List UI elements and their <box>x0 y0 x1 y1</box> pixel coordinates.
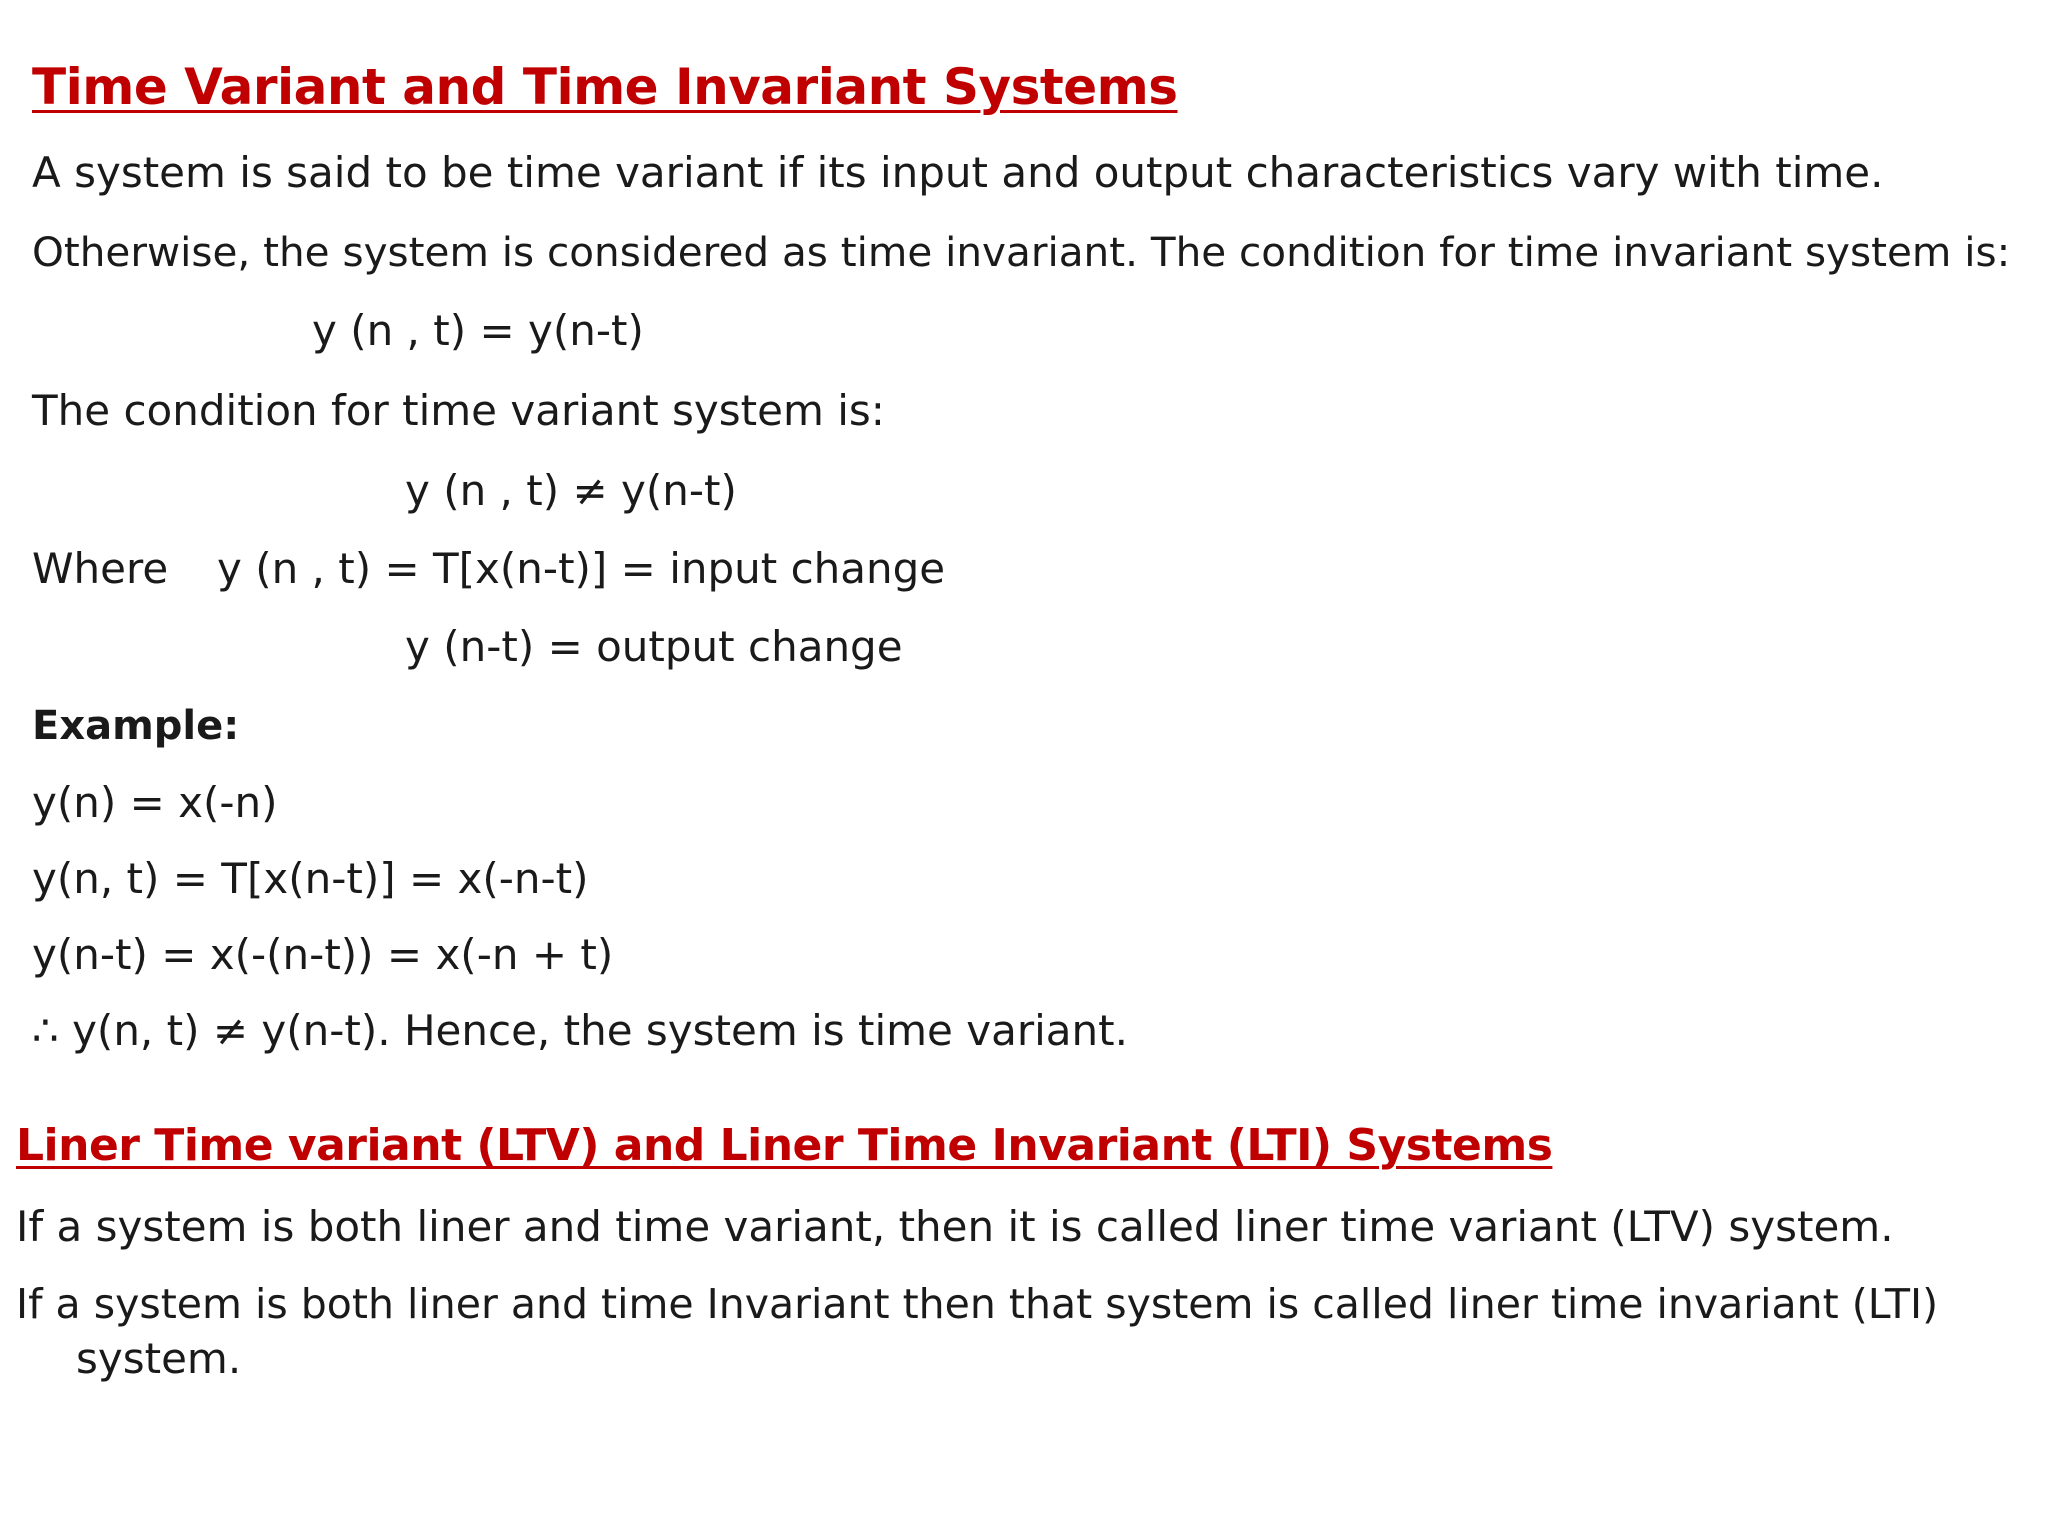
section-heading-ltv-lti: Liner Time variant (LTV) and Liner Time Invariant (LTI) Systems <box>16 1120 1553 1171</box>
where-equation-input-change: y (n , t) = T[x(n-t)] = input change <box>217 544 946 593</box>
example-label: Example: <box>32 703 240 749</box>
paragraph-time-variant-definition: A system is said to be time variant if its input and output characteristics vary with time. <box>32 148 1884 197</box>
paragraph-lti-definition-continued: system. <box>76 1334 242 1383</box>
where-label: Where <box>32 544 169 593</box>
equation-time-variant: y (n , t) ≠ y(n-t) <box>405 466 737 515</box>
paragraph-ltv-definition: If a system is both liner and time variant, then it is called liner time variant (LTV) system. <box>16 1202 1894 1251</box>
equation-time-invariant: y (n , t) = y(n-t) <box>312 306 644 355</box>
example-conclusion: ∴ y(n, t) ≠ y(n-t). Hence, the system is time variant. <box>32 1006 1128 1055</box>
where-equation-output-change: y (n-t) = output change <box>405 622 903 671</box>
example-line: y(n, t) = T[x(n-t)] = x(-n-t) <box>32 854 589 903</box>
paragraph-lti-definition: If a system is both liner and time Invariant then that system is called liner time invariant (LTI) <box>16 1280 1939 1328</box>
paragraph-time-variant-condition: The condition for time variant system is: <box>32 386 885 435</box>
section-heading-time-variant: Time Variant and Time Invariant Systems <box>32 58 1178 116</box>
where-row <box>32 544 946 593</box>
example-line: y(n) = x(-n) <box>32 778 278 827</box>
paragraph-time-invariant-definition: Otherwise, the system is considered as time invariant. The condition for time invariant system is: <box>32 228 2011 276</box>
example-line: y(n-t) = x(-(n-t)) = x(-n + t) <box>32 930 614 979</box>
